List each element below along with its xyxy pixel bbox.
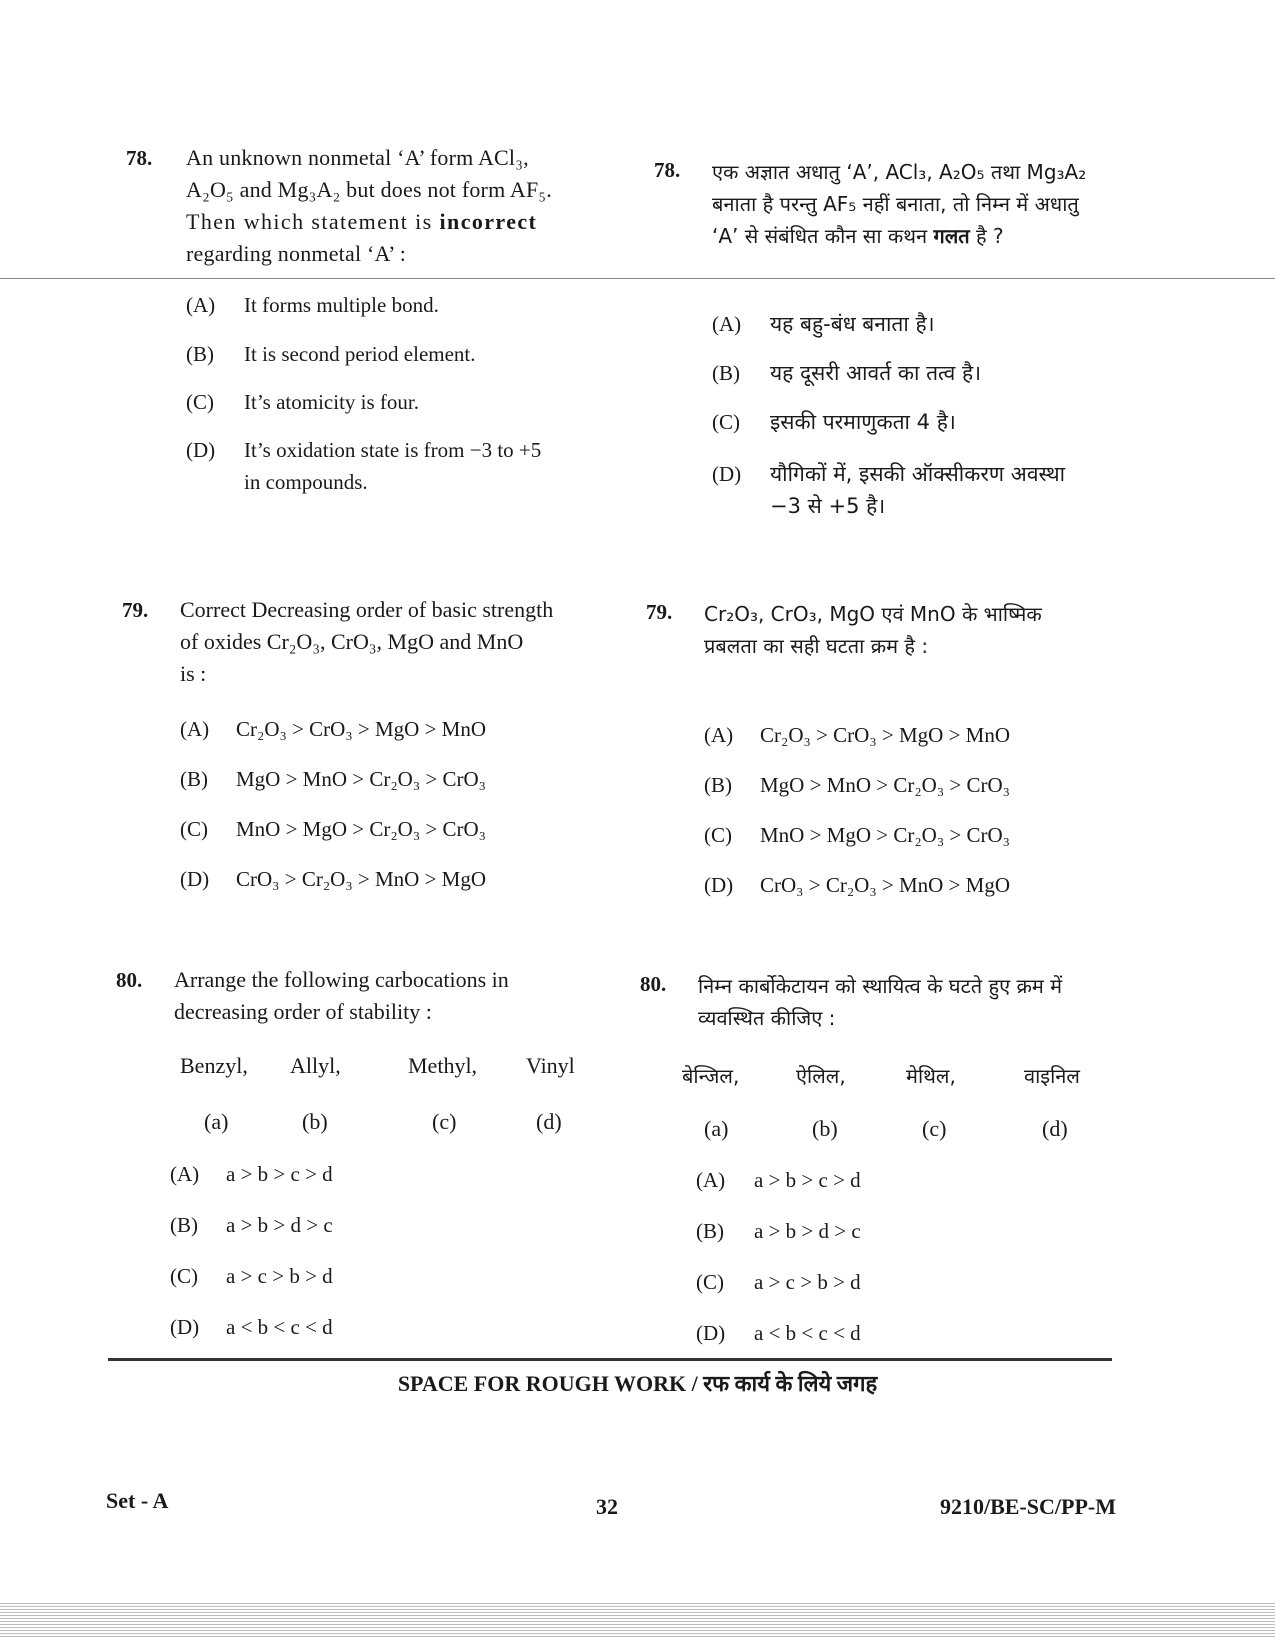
option-text: यह बहु-बंध बनाता है। (770, 312, 935, 336)
carbocation-item: Vinyl (526, 1053, 575, 1078)
set-label: Set - A (106, 1488, 169, 1513)
option-text: इसकी परमाणुकता 4 है। (770, 410, 956, 434)
item-letter: (a) (204, 1109, 229, 1134)
scan-stripes (0, 1603, 1275, 1639)
option-label: (A) (704, 723, 734, 747)
option-label: (C) (180, 817, 208, 841)
question-number: 78. (126, 146, 153, 170)
option-a (180, 713, 620, 745)
option-label: (B) (704, 773, 732, 797)
question-number: 78. (654, 158, 681, 182)
option-a (712, 308, 1152, 340)
question-stem-line: Arrange the following carbocations in (174, 967, 509, 992)
option-text: It is second period element. (244, 342, 476, 366)
option-d (704, 869, 1144, 901)
option-text: a > c > b > d (226, 1264, 333, 1288)
carbocation-item: Methyl, (408, 1053, 478, 1078)
paper-code: 9210/BE-SC/PP-M (940, 1494, 1116, 1519)
rough-work-label: SPACE FOR ROUGH WORK / रफ कार्य के लिये जगह (397, 1371, 878, 1396)
option-a (704, 719, 1144, 751)
option-d (186, 434, 626, 498)
option-text: MnO > MgO > Cr₂O₃ > CrO₃ (236, 817, 487, 841)
option-a (170, 1158, 610, 1190)
option-label: (C) (696, 1270, 724, 1294)
option-a (186, 289, 626, 321)
item-letter: (a) (704, 1116, 729, 1141)
option-b (712, 357, 1152, 389)
page-number: 32 (596, 1494, 618, 1519)
question-stem-line: ‘A’ से संबंधित कौन सा कथन गलत है ? (712, 224, 1004, 248)
question-number: 79. (122, 598, 149, 622)
carbocation-item: वाइनिल (1024, 1064, 1080, 1088)
option-text: CrO₃ > Cr₂O₃ > MnO > MgO (760, 873, 1011, 897)
option-label: (D) (704, 873, 734, 897)
option-b (180, 763, 620, 795)
option-text: Cr₂O₃ > CrO₃ > MgO > MnO (760, 723, 1011, 747)
option-c (180, 813, 620, 845)
option-label: (C) (712, 410, 740, 434)
option-text: a > b > d > c (226, 1213, 333, 1237)
question-stem-line: is : (180, 661, 207, 686)
option-label: (D) (696, 1321, 726, 1345)
option-label: (D) (170, 1315, 200, 1339)
option-label: (A) (712, 312, 742, 336)
emphasis-incorrect: गलत (933, 224, 970, 248)
option-label: (C) (704, 823, 732, 847)
option-label: (C) (186, 390, 214, 414)
carbocation-item: Allyl, (290, 1053, 341, 1078)
option-text: a > c > b > d (754, 1270, 861, 1294)
option-label: (A) (170, 1162, 200, 1186)
carbocation-item: ऐलिल, (796, 1064, 846, 1088)
rough-work-divider (108, 1358, 1112, 1361)
option-label: (A) (180, 717, 210, 741)
item-letter: (d) (536, 1109, 562, 1134)
option-b (696, 1215, 1136, 1247)
question-stem-line: of oxides Cr₂O₃, CrO₃, MgO and MnO (180, 629, 524, 654)
question-stem-line: An unknown nonmetal ‘A’ form ACl₃, (186, 145, 529, 170)
question-stem-line: प्रबलता का सही घटता क्रम है : (704, 634, 929, 658)
question-stem-line: एक अज्ञात अधातु ‘A’, ACl₃, A₂O₅ तथा Mg₃A₂ (712, 160, 1087, 184)
question-number: 79. (646, 600, 673, 624)
option-text: a < b < c < d (754, 1321, 861, 1345)
question-stem-line: Cr₂O₃, CrO₃, MgO एवं MnO के भाष्मिक (704, 602, 1042, 626)
option-text-continued: −3 से +5 है। (770, 494, 886, 518)
option-label: (D) (186, 438, 216, 462)
item-letter: (c) (922, 1116, 947, 1141)
option-c (704, 819, 1144, 851)
item-letter: (c) (432, 1109, 457, 1134)
option-d (696, 1317, 1136, 1349)
item-letter: (b) (812, 1116, 838, 1141)
option-c (712, 406, 1152, 438)
question-number: 80. (116, 968, 143, 992)
option-b (170, 1209, 610, 1241)
option-label: (D) (712, 462, 742, 486)
option-text: यौगिकों में, इसकी ऑक्सीकरण अवस्था (770, 462, 1066, 486)
question-stem-line: regarding nonmetal ‘A’ : (186, 241, 407, 266)
option-d (170, 1311, 610, 1343)
option-b (704, 769, 1144, 801)
carbocation-item: बेन्जिल, (682, 1064, 740, 1088)
option-b (186, 338, 626, 370)
option-d (180, 863, 620, 895)
question-stem-line: Correct Decreasing order of basic strength (180, 597, 554, 622)
option-c (696, 1266, 1136, 1298)
option-text: CrO₃ > Cr₂O₃ > MnO > MgO (236, 867, 487, 891)
item-letter: (d) (1042, 1116, 1068, 1141)
question-stem-line: decreasing order of stability : (174, 999, 432, 1024)
item-letter: (b) (302, 1109, 328, 1134)
question-stem-line: व्यवस्थित कीजिए : (698, 1006, 836, 1030)
option-text: a > b > c > d (754, 1168, 861, 1192)
option-text: यह दूसरी आवर्त का तत्व है। (770, 361, 982, 385)
option-text: MgO > MnO > Cr₂O₃ > CrO₃ (760, 773, 1011, 797)
option-c (170, 1260, 610, 1292)
option-text: a > b > c > d (226, 1162, 333, 1186)
option-text: a > b > d > c (754, 1219, 861, 1243)
option-text: It’s atomicity is four. (244, 390, 419, 414)
carbocation-item: मेथिल, (906, 1064, 956, 1088)
option-label: (B) (712, 361, 740, 385)
option-text: It forms multiple bond. (244, 293, 439, 317)
option-text: MnO > MgO > Cr₂O₃ > CrO₃ (760, 823, 1011, 847)
question-number: 80. (640, 972, 667, 996)
option-text: a < b < c < d (226, 1315, 333, 1339)
option-text: Cr₂O₃ > CrO₃ > MgO > MnO (236, 717, 487, 741)
question-stem-line: A₂O₅ and Mg₃A₂ but does not form AF₅. (186, 177, 552, 202)
option-label: (B) (696, 1219, 724, 1243)
option-label: (A) (186, 293, 216, 317)
option-label: (C) (170, 1264, 198, 1288)
question-stem-line: Then which statement is incorrect (186, 209, 538, 234)
option-text: It’s oxidation state is from −3 to +5 (244, 438, 542, 462)
option-label: (A) (696, 1168, 726, 1192)
option-d (712, 458, 1172, 522)
option-label: (B) (186, 342, 214, 366)
fold-line (0, 278, 1275, 279)
question-stem-line: निम्न कार्बोकेटायन को स्थायित्व के घटते हुए क्रम में (698, 974, 1063, 998)
option-text: MgO > MnO > Cr₂O₃ > CrO₃ (236, 767, 487, 791)
option-label: (B) (170, 1213, 198, 1237)
option-label: (B) (180, 767, 208, 791)
option-a (696, 1164, 1136, 1196)
carbocation-item: Benzyl, (180, 1053, 248, 1078)
option-label: (D) (180, 867, 210, 891)
question-stem-line: बनाता है परन्तु AF₅ नहीं बनाता, तो निम्न में अधातु (712, 192, 1079, 216)
emphasis-incorrect: incorrect (439, 209, 538, 234)
option-text-continued: in compounds. (244, 470, 368, 494)
option-c (186, 386, 626, 418)
